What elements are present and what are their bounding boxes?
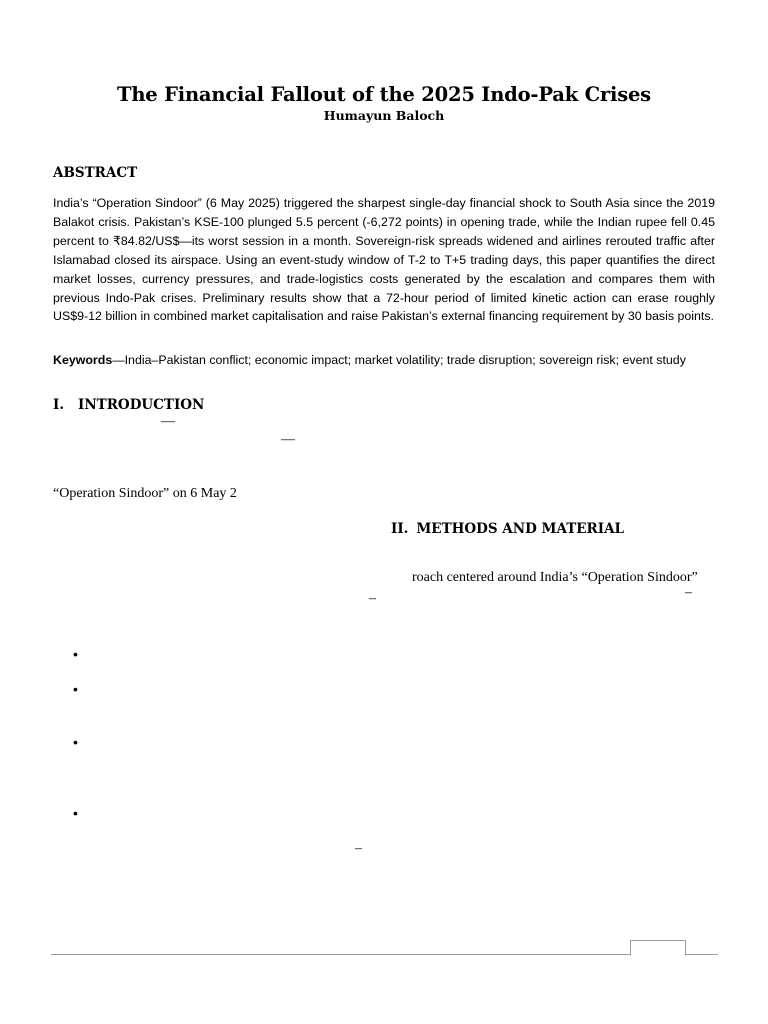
methods-text-fragment: roach centered around India’s “Operation Sindoor” — [412, 570, 698, 585]
keywords-label: Keywords — [53, 353, 113, 367]
em-dash-fragment: — — [281, 432, 295, 447]
page-number-box — [630, 940, 686, 955]
list-bullet: • — [73, 805, 78, 821]
list-bullet: • — [73, 646, 78, 662]
section-introduction-heading — [53, 397, 204, 413]
paper-title: The Financial Fallout of the 2025 Indo-Pak Crises — [117, 83, 651, 106]
section-title: METHODS AND MATERIAL — [416, 521, 625, 537]
keywords-list: —India–Pakistan conflict; economic impact; market volatility; trade disruption; sovereign risk; event study — [112, 353, 686, 367]
abstract-heading: ABSTRACT — [53, 165, 138, 181]
list-bullet: • — [73, 681, 78, 697]
en-dash-fragment: – — [685, 585, 692, 600]
intro-text-fragment: “Operation Sindoor” on 6 May 2 — [53, 486, 237, 501]
section-title: INTRODUCTION — [78, 397, 205, 413]
section-methods-heading — [391, 521, 624, 537]
list-bullet: • — [73, 734, 78, 750]
abstract-body: India’s “Operation Sindoor” (6 May 2025) triggered the sharpest single-day financial shock to South Asia since the 2019 Balakot crisis. Pakistan’s KSE-100 plunged 5.5 percent (-6,272 points) in opening trade, while the Indian rupee fell 0.45 percent to ₹84.82/US$—its worst session in a month. Sovereign-risk spreads widened and airlines rerouted traffic after Islamabad closed its airspace. Using an event-study window of T-2 to T+5 trading days, this paper quantifies the direct market losses, currency pressures, and trade-logistics costs generated by the escalation and compares them with previous Indo-Pak crises. Preliminary results show that a 72-hour period of limited kinetic action can erase roughly US$9-12 billion in combined market capitalisation and raise Pakistan’s external financing requirement by 30 basis points. — [53, 196, 715, 324]
author-name: Humayun Baloch — [323, 108, 445, 123]
keywords-paragraph — [53, 351, 715, 370]
section-number: I. — [53, 397, 65, 413]
en-dash-fragment: – — [355, 841, 362, 856]
en-dash-fragment: – — [369, 591, 376, 606]
em-dash-fragment: — — [161, 414, 175, 429]
section-number: II. — [391, 521, 409, 537]
footer-rule — [51, 954, 718, 955]
